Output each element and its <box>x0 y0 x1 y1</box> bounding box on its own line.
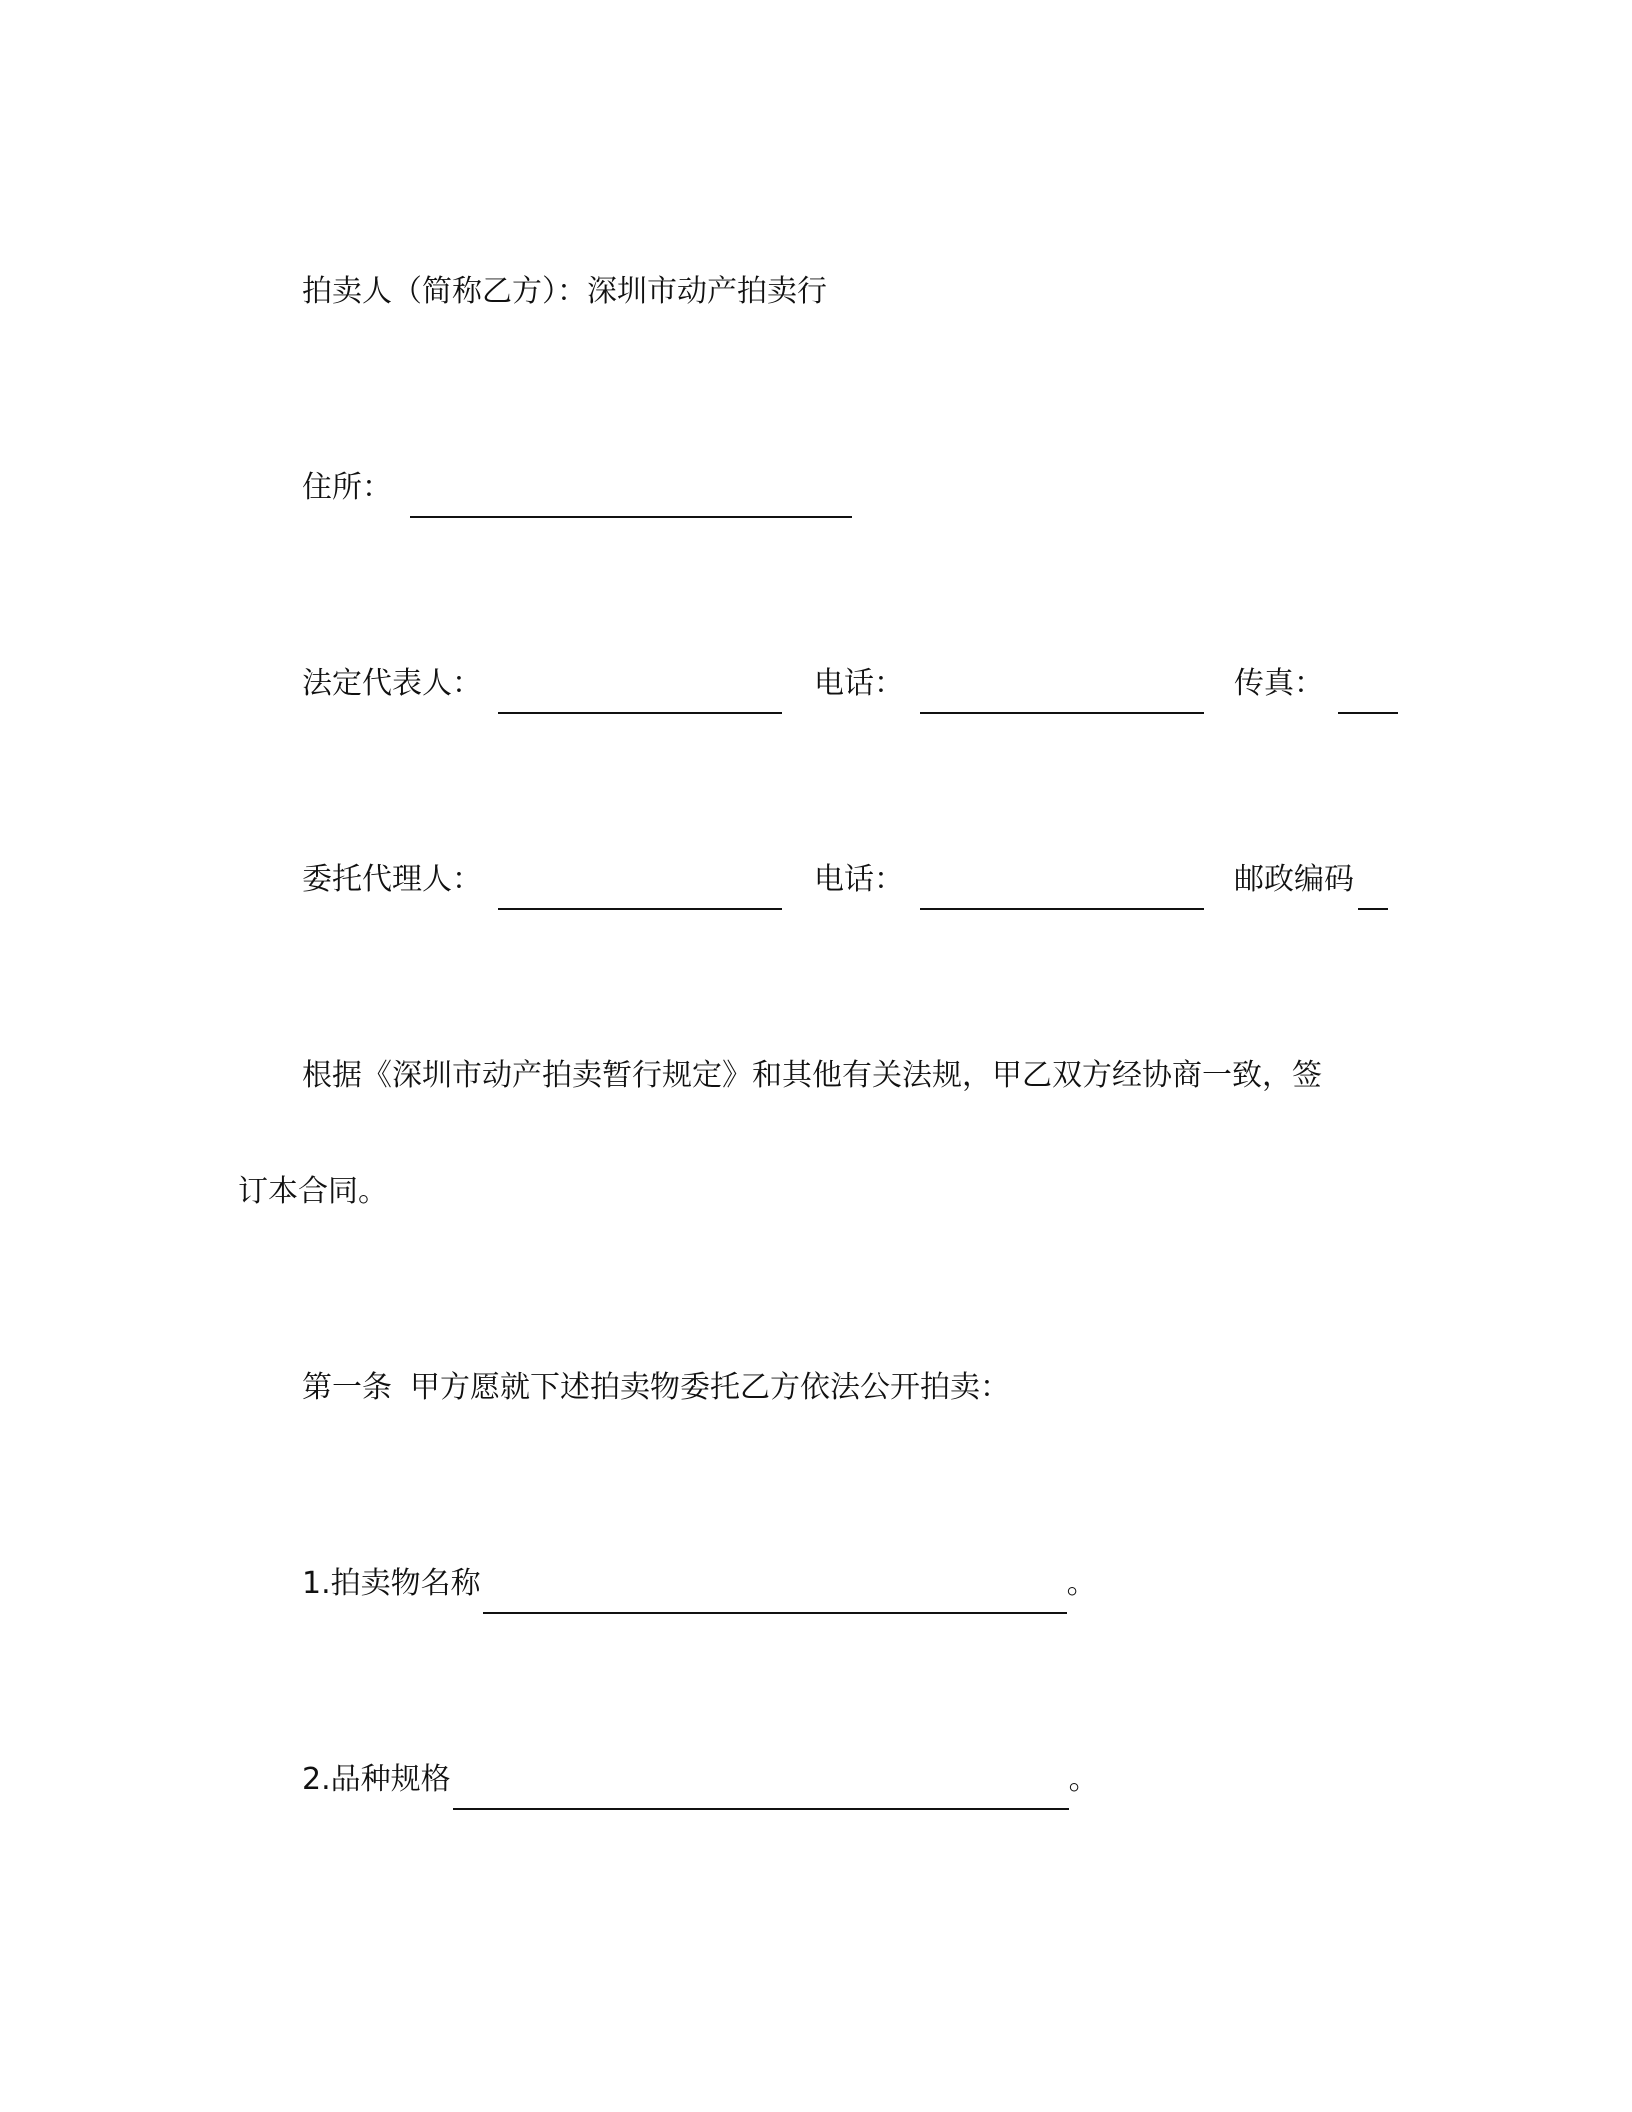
item-1-suffix: 。 <box>1066 1566 1097 1601</box>
legal-rep-phone-blank[interactable] <box>920 678 1204 714</box>
article-1-line <box>302 1368 1010 1408</box>
auctioneer-name: 深圳市动产拍卖行 <box>587 274 827 309</box>
agent-label: 委托代理人： <box>302 862 482 897</box>
legal-rep-line <box>302 664 1398 704</box>
auctioneer-line <box>302 272 827 312</box>
fax-blank[interactable] <box>1338 678 1398 714</box>
fax-label: 传真： <box>1234 666 1324 701</box>
item-2-line <box>302 1760 1099 1800</box>
item-2-label: 2.品种规格 <box>302 1762 451 1797</box>
legal-rep-blank[interactable] <box>498 678 782 714</box>
agent-phone-label: 电话： <box>814 862 904 897</box>
article-1-heading: 第一条 <box>302 1370 392 1405</box>
preamble-text-2: 订本合同。 <box>238 1174 388 1209</box>
auctioneer-label: 拍卖人（简称乙方）： <box>302 274 587 309</box>
legal-rep-phone-label: 电话： <box>814 666 904 701</box>
address-blank[interactable] <box>410 482 852 518</box>
item-1-label: 1.拍卖物名称 <box>302 1566 481 1601</box>
article-1-text: 甲方愿就下述拍卖物委托乙方依法公开拍卖： <box>410 1370 1010 1405</box>
postcode-blank[interactable] <box>1358 874 1388 910</box>
preamble-text-1: 根据《深圳市动产拍卖暂行规定》和其他有关法规，甲乙双方经协商一致，签 <box>302 1058 1322 1093</box>
address-line <box>302 468 852 508</box>
preamble-line-2 <box>238 1172 388 1212</box>
agent-phone-blank[interactable] <box>920 874 1204 910</box>
item-2-suffix: 。 <box>1068 1762 1099 1797</box>
postcode-label: 邮政编码 <box>1234 862 1354 897</box>
legal-rep-label: 法定代表人： <box>302 666 482 701</box>
item-2-blank[interactable] <box>453 1774 1069 1810</box>
preamble-line-1 <box>302 1056 1322 1096</box>
agent-blank[interactable] <box>498 874 782 910</box>
item-1-line <box>302 1564 1097 1604</box>
address-label: 住所： <box>302 470 392 505</box>
agent-line <box>302 860 1388 900</box>
item-1-blank[interactable] <box>483 1578 1067 1614</box>
